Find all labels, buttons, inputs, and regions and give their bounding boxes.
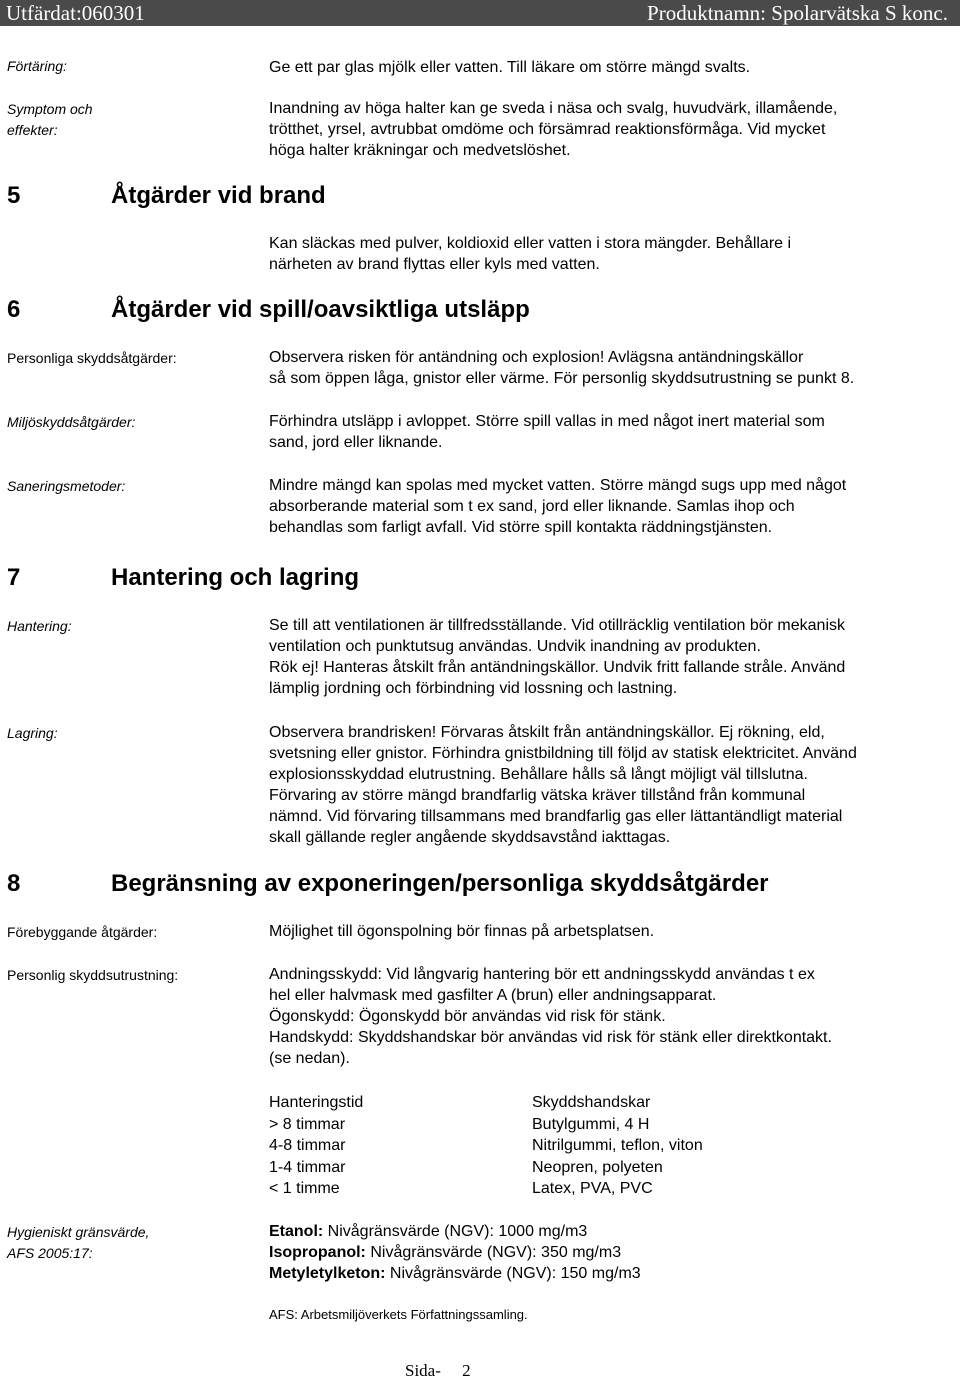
section-number: 7 <box>7 564 21 591</box>
section-title: Åtgärder vid spill/oavsiktliga utsläpp <box>111 296 530 323</box>
ppe-label: Personlig skyddsutrustning: <box>7 967 179 983</box>
preventive-text: Möjlighet till ögonspolning bör finnas på arbetsplatsen. <box>269 923 655 940</box>
cleanup-label: Saneringsmetoder: <box>7 478 126 494</box>
symptoms-label: Symptom och effekter: <box>7 101 93 138</box>
issued-date: Utfärdat:060301 <box>6 1 145 25</box>
environmental-text: Förhindra utsläpp i avloppet. Större spill vallas in med något inert material som sand, jord eller liknande. <box>269 413 825 451</box>
section-title: Åtgärder vid brand <box>111 182 326 209</box>
table-cell: Latex, PVA, PVC <box>532 1180 653 1197</box>
page-number: 2 <box>462 1361 471 1380</box>
section-number: 6 <box>7 296 21 323</box>
personal-protection-text: Observera risken för antändning och explosion! Avlägsna antändningskällor så som öppen låga, gnistor eller värme. För personlig skyddsutrustning se punkt 8. <box>269 349 855 387</box>
table-cell: 1-4 timmar <box>269 1158 346 1176</box>
handling-text: Se till att ventilationen är tillfredsställande. Vid otillräcklig ventilation bör mekanisk ventilation och punktutsug användas. Undvik inandning av produkten. Rök ej! Hanteras åtskilt från antändningskällor. Undvik fritt fallande stråle. Använd lämplig jordning och förbindning vid lossning och lastning. <box>269 617 846 697</box>
handling-label: Hantering: <box>7 618 72 634</box>
table-row <box>269 1157 663 1179</box>
ingestion-text: Ge ett par glas mjölk eller vatten. Till läkare om större mängd svalts. <box>269 59 751 76</box>
table-header-cell: Skyddshandskar <box>532 1094 651 1111</box>
product-name: Produktnamn: Spolarvätska S konc. <box>647 1 948 25</box>
substance-name: Etanol: <box>269 1223 324 1240</box>
section-6-heading <box>7 295 530 325</box>
table-header-cell: Hanteringstid <box>269 1094 364 1111</box>
substance-name: Metyletylketon: <box>269 1265 386 1282</box>
section-number: 8 <box>7 870 21 897</box>
table-cell: > 8 timmar <box>269 1115 346 1133</box>
table-row <box>269 1114 649 1136</box>
limit-row <box>269 1242 959 1263</box>
substance-name: Isopropanol: <box>269 1244 366 1261</box>
page-header <box>0 0 960 26</box>
section-8-heading <box>7 869 769 899</box>
ingestion-label: Förtäring: <box>7 58 67 74</box>
hygienic-limits <box>269 1221 959 1284</box>
table-cell: Neopren, polyeten <box>532 1158 663 1176</box>
environmental-label: Miljöskyddsåtgärder: <box>7 414 136 430</box>
section-number: 5 <box>7 182 21 209</box>
section-5-heading <box>7 181 326 211</box>
page-footer <box>405 1361 471 1381</box>
symptoms-text: Inandning av höga halter kan ge sveda i näsa och svalg, huvudvärk, illamående, trötthet, yrsel, avtrubbat omdöme och försämrad reaktionsförmåga. Vid mycket höga halter kräkningar och medvetslöshet. <box>269 100 838 159</box>
ppe-text: Andningsskydd: Vid långvarig hantering bör ett andningsskydd användas t ex hel eller halvmask med gasfilter A (brun) eller andningsapparat. Ögonskydd: Ögonskydd bör användas vid risk för stänk. Handskydd: Skyddshandskar bör användas vid risk för stänk eller direktkontakt. (se nedan). <box>269 966 832 1067</box>
fire-measures-text: Kan släckas med pulver, koldioxid eller vatten i stora mängder. Behållare i närheten av brand flyttas eller kyls med vatten. <box>269 235 792 273</box>
storage-text: Observera brandrisken! Förvaras åtskilt från antändningskällor. Ej rökning, eld, svetsning eller gnistor. Förhindra gnistbildning till följd av statisk elektricitet. Använd explosionsskyddad elutrustning. Behållare hålls så långt möjligt väl tillslutna. Förvaring av större mängd brandfarlig vätska kräver tillstånd från kommunal nämnd. Vid förvaring tillsammans med brandfarlig gas eller lättantändligt material skall gällande regler angående skyddsavstånd iakttagas. <box>269 724 857 846</box>
section-title: Begränsning av exponeringen/personliga skyddsåtgärder <box>111 870 769 897</box>
limit-value: Nivågränsvärde (NGV): 350 mg/m3 <box>365 1244 622 1261</box>
limit-row <box>269 1221 959 1242</box>
gloves-table-header <box>269 1092 650 1114</box>
table-cell: < 1 timme <box>269 1180 340 1197</box>
limit-value: Nivågränsvärde (NGV): 150 mg/m3 <box>385 1265 641 1282</box>
table-row <box>269 1178 653 1200</box>
page-label: Sida- <box>405 1361 441 1380</box>
cleanup-text: Mindre mängd kan spolas med mycket vatten. Större mängd sugs upp med något absorberande material som t ex sand, jord eller liknande. Samlas ihop och behandlas som farligt avfall. Vid större spill kontakta räddningstjänsten. <box>269 477 847 536</box>
preventive-label: Förebyggande åtgärder: <box>7 924 158 940</box>
limit-row <box>269 1263 959 1284</box>
table-cell: Butylgummi, 4 H <box>532 1115 650 1133</box>
table-row <box>269 1135 703 1157</box>
table-cell: Nitrilgummi, teflon, viton <box>532 1137 703 1154</box>
storage-label: Lagring: <box>7 725 58 741</box>
personal-protection-label: Personliga skyddsåtgärder: <box>7 350 177 366</box>
table-cell: 4-8 timmar <box>269 1137 346 1154</box>
section-title: Hantering och lagring <box>111 564 360 591</box>
limit-value: Nivågränsvärde (NGV): 1000 mg/m3 <box>323 1223 588 1240</box>
section-7-heading <box>7 563 359 593</box>
afs-note: AFS: Arbetsmiljöverkets Författningssamling. <box>269 1307 528 1322</box>
hygienic-limit-label: Hygieniskt gränsvärde, AFS 2005:17: <box>7 1224 150 1261</box>
